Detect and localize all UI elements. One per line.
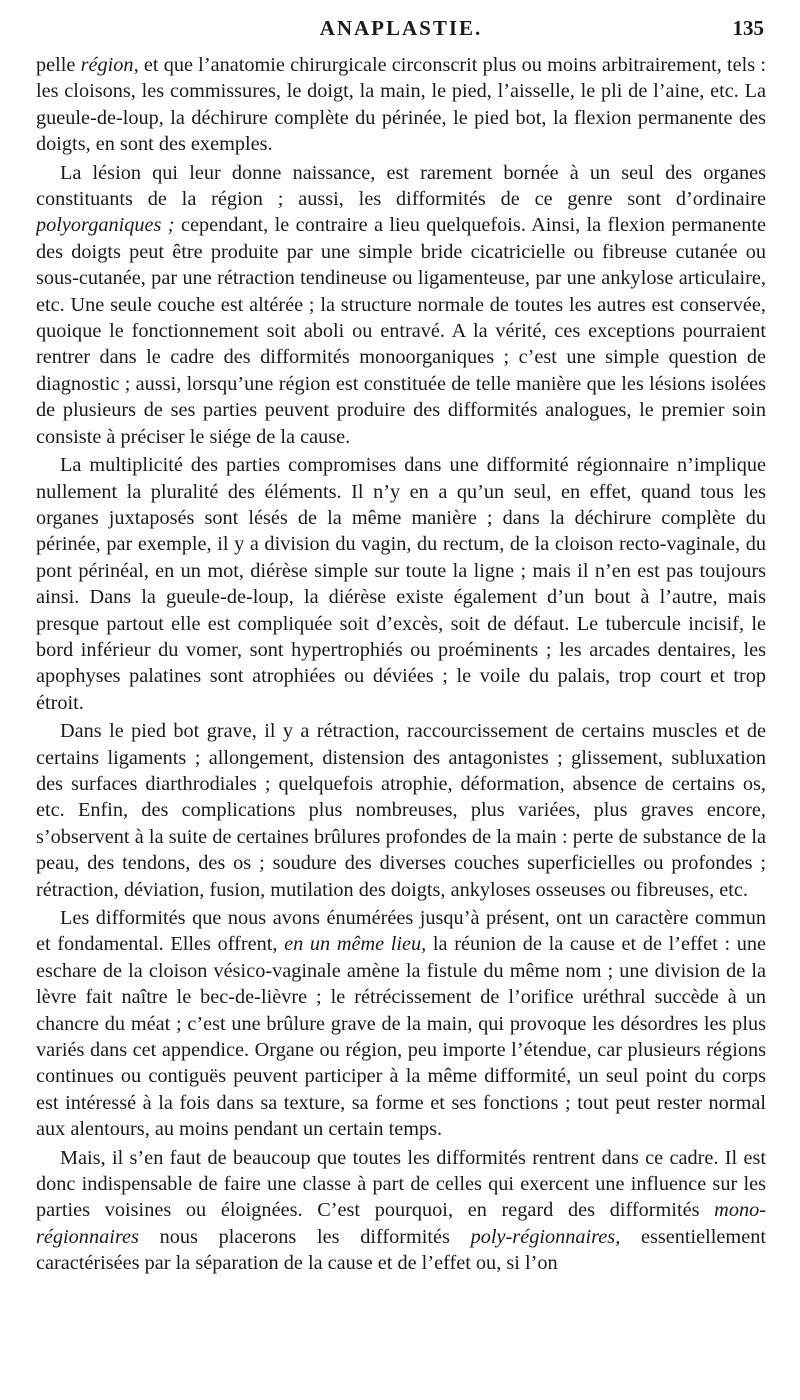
emphasized-term: en un même lieu, (284, 933, 427, 956)
body-text (36, 52, 766, 1277)
paragraph-text: la réunion de la cause et de l’effet : une eschare de la cloison vésico-vaginale amène la fistule du même nom ; une division de la lèvre fait naître le bec-de-lièvre ; le rétrécissement de l’orifice uréthral succède à un chancre du méat ; c’est une brûlure grave de la main, qui provoque les désordres les plus variés dans cet appendice. Organe ou région, peu importe l’étendue, car plusieurs régions continues ou contiguës peuvent participer à la même difformité, un seul point du corps est intéressé à la fois dans sa texture, sa forme et ses fonctions ; tout peut rester normal aux alentours, au moins pendant un certain temps. (36, 933, 766, 1141)
running-title: ANAPLASTIE. (319, 16, 483, 40)
paragraph (36, 160, 766, 450)
emphasized-term: région, (80, 54, 139, 76)
paragraph (36, 905, 766, 1143)
paragraph-text: La multiplicité des parties compromises dans une difformité régionnaire n’implique nullement la pluralité des éléments. Il n’y en a qu’un seul, en effet, quand tous les organes juxtaposés sont lésés de la même manière ; dans la déchirure complète du périnée, par exemple, il y a division du vagin, du rectum, de la cloison recto-vaginale, du pont périnéal, en un mot, diérèse simple sur toute la ligne ; mais il n’en est pas toujours ainsi. Dans la gueule-de-loup, la diérèse existe également d’un bout à l’autre, mais presque partout elle est compliquée soit d’excès, soit de défaut. Le tubercule incisif, le bord inférieur du vomer, sont hypertrophiés ou proéminents ; les arcades dentaires, les apophyses palatines sont atrophiées ou déviées ; le voile du palais, trop court et trop étroit. (36, 454, 766, 714)
book-page (36, 16, 766, 1386)
paragraph (36, 1145, 766, 1277)
paragraph (36, 718, 766, 903)
emphasized-term: polyorganiques ; (36, 214, 175, 237)
paragraph-text: La lésion qui leur donne naissance, est rarement bornée à un seul des organes constituants de la région ; aussi, les difformités de ce genre sont d’ordinaire (36, 161, 766, 211)
paragraph-text: essentiellement caractérisées par la séparation de la cause et de l’effet ou, si l’on (36, 1225, 766, 1275)
paragraph (36, 452, 766, 716)
paragraph-text: Mais, il s’en faut de beaucoup que toutes les difformités rentrent dans ce cadre. Il est donc indispensable de faire une classe à part de celles qui exercent une influence sur les parties voisines ou éloignées. C’est pourquoi, en regard des difformités (36, 1146, 766, 1222)
emphasized-term: mono-régionnaires (36, 1199, 766, 1248)
running-head (36, 16, 766, 50)
paragraph-text: Les difformités que nous avons énumérées jusqu’à présent, ont un caractère commun et fondamental. Elles offrent, (36, 907, 766, 956)
paragraph (36, 52, 766, 158)
paragraph-text: Dans le pied bot grave, il y a rétraction, raccourcissement de certains muscles et de certains ligaments ; allongement, distension des antagonistes ; glissement, subluxation des surfaces diarthrodiales ; quelquefois atrophie, déformation, absence de certains os, etc. Enfin, des complications plus nombreuses, plus variées, plus graves encore, s’observent à la suite de certaines brûlures profondes de la main : perte de substance de la peau, des tendons, des os ; soudure des diverses couches superficielles ou profondes ; rétraction, déviation, fusion, mutilation des doigts, ankyloses osseuses ou fibreuses, etc. (36, 720, 766, 901)
paragraph-text: nous placerons les difformités (138, 1225, 471, 1248)
paragraph-text: pelle (36, 54, 81, 76)
emphasized-term: poly-régionnaires, (470, 1225, 621, 1248)
paragraph-text: et que l’anatomie chirurgicale circonscrit plus ou moins arbitrairement, tels : les cloisons, les commissures, le doigt, la main, le pied, l’aisselle, le pli de l’aine, etc. La gueule-de-loup, la déchirure complète du périnée, le pied bot, la flexion permanente des doigts, en sont des exemples. (36, 54, 766, 156)
paragraph-text: cependant, le contraire a lieu quelquefois. Ainsi, la flexion permanente des doigts peut être produite par une simple bride cicatricielle ou fibreuse cutanée ou sous-cutanée, par une rétraction tendineuse ou ligamenteuse, par une ankylose articulaire, etc. Une seule couche est altérée ; la structure normale de toutes les autres est conservée, quoique le fonctionnement soit aboli ou entravé. A la vérité, ces exceptions pourraient rentrer dans le cadre des difformités monoorganiques ; c’est une simple question de diagnostic ; aussi, lorsqu’une région est constituée de telle manière que les lésions isolées de plusieurs de ses parties peuvent produire des difformités analogues, le premier soin consiste à préciser le siége de la cause. (36, 214, 766, 448)
page-number: 135 (732, 16, 764, 40)
